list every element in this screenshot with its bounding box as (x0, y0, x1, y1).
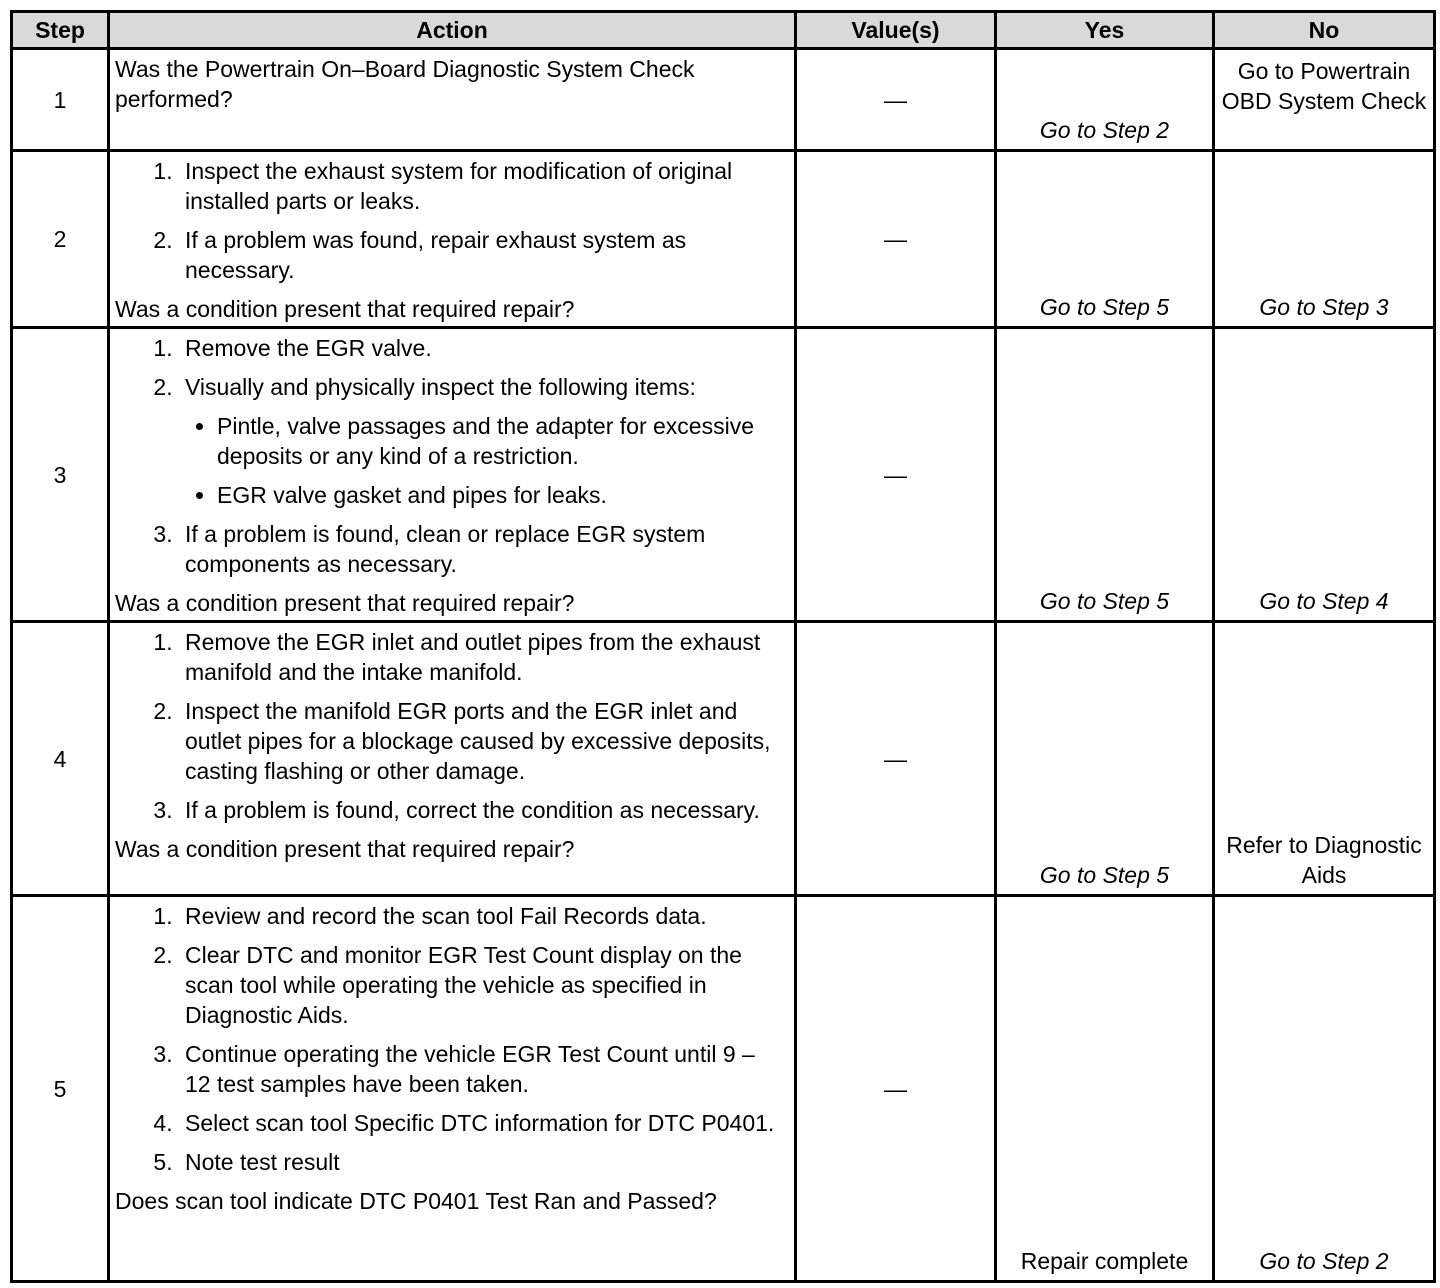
action-step-item (179, 372, 786, 510)
action-steps (115, 156, 786, 285)
table-row-step-1 (12, 49, 1435, 151)
action-step-item: 2. Clear DTC and monitor EGR Test Count display on the scan tool while operating the vehicle as specified in Diagnostic Aids. (179, 940, 786, 1030)
value-cell: — (796, 328, 996, 622)
action-steps (115, 627, 786, 825)
yes-link[interactable]: Go to Step 5 (996, 328, 1214, 622)
table-row-step-4 (12, 622, 1435, 896)
action-question: Was the Powertrain On–Board Diagnostic System Check performed? (115, 56, 695, 112)
bullet-item: • Pintle, valve passages and the adapter for excessive deposits or any kind of a restriction. (217, 411, 786, 471)
action-step-item: 3. If a problem is found, clean or replace EGR system components as necessary. (179, 519, 786, 579)
no-link[interactable]: Go to Step 2 (1214, 896, 1435, 1282)
no-link[interactable]: Go to Step 3 (1214, 151, 1435, 328)
value-cell: — (796, 896, 996, 1282)
action-steps (115, 333, 786, 579)
value-cell: — (796, 151, 996, 328)
no-link[interactable]: Refer to Diagnostic Aids (1214, 622, 1435, 896)
action-step-item: 2. Inspect the manifold EGR ports and the EGR inlet and outlet pipes for a blockage caused by excessive deposits, casting flashing or other damage. (179, 696, 786, 786)
yes-link[interactable]: Go to Step 2 (996, 49, 1214, 151)
table-row-step-2 (12, 151, 1435, 328)
table-row-step-5 (12, 896, 1435, 1282)
action-cell (109, 151, 796, 328)
action-step-item: 3. Continue operating the vehicle EGR Test Count until 9 – 12 test samples have been taken. (179, 1039, 786, 1099)
header-yes: Yes (996, 12, 1214, 49)
action-step-item: 1. Review and record the scan tool Fail Records data. (179, 901, 786, 931)
diagnostic-table (10, 10, 1436, 1283)
yes-link[interactable]: Go to Step 5 (996, 622, 1214, 896)
header-values: Value(s) (796, 12, 996, 49)
step-number: 4 (12, 622, 109, 896)
header-no: No (1214, 12, 1435, 49)
action-cell (109, 49, 796, 151)
yes-link[interactable]: Repair complete (996, 896, 1214, 1282)
action-step-item: 1. Inspect the exhaust system for modification of original installed parts or leaks. (179, 156, 786, 216)
step-number: 3 (12, 328, 109, 622)
action-question: Was a condition present that required repair? (115, 296, 575, 322)
action-question: Was a condition present that required repair? (115, 836, 575, 862)
yes-link[interactable]: Go to Step 5 (996, 151, 1214, 328)
step-number: 2 (12, 151, 109, 328)
header-action: Action (109, 12, 796, 49)
action-question: Was a condition present that required repair? (115, 590, 575, 616)
action-question: Does scan tool indicate DTC P0401 Test Ran and Passed? (115, 1188, 717, 1214)
step-number: 5 (12, 896, 109, 1282)
action-step-item: 4. Select scan tool Specific DTC information for DTC P0401. (179, 1108, 786, 1138)
action-step-text: Visually and physically inspect the following items: (185, 374, 696, 400)
step-number: 1 (12, 49, 109, 151)
action-step-item: 1. Remove the EGR inlet and outlet pipes from the exhaust manifold and the intake manifold. (179, 627, 786, 687)
action-step-item: 1. Remove the EGR valve. (179, 333, 786, 363)
action-steps (115, 901, 786, 1177)
action-cell (109, 896, 796, 1282)
action-step-item: 5. Note test result (179, 1147, 786, 1177)
action-cell (109, 328, 796, 622)
inspection-bullets (185, 411, 786, 510)
action-step-item: 2. If a problem was found, repair exhaust system as necessary. (179, 225, 786, 285)
header-row (12, 12, 1435, 49)
value-cell: — (796, 622, 996, 896)
bullet-item: • EGR valve gasket and pipes for leaks. (217, 480, 786, 510)
no-link[interactable]: Go to Powertrain OBD System Check (1214, 49, 1435, 151)
action-cell (109, 622, 796, 896)
table-row-step-3 (12, 328, 1435, 622)
no-link[interactable]: Go to Step 4 (1214, 328, 1435, 622)
action-step-item: 3. If a problem is found, correct the condition as necessary. (179, 795, 786, 825)
header-step: Step (12, 12, 109, 49)
value-cell: — (796, 49, 996, 151)
